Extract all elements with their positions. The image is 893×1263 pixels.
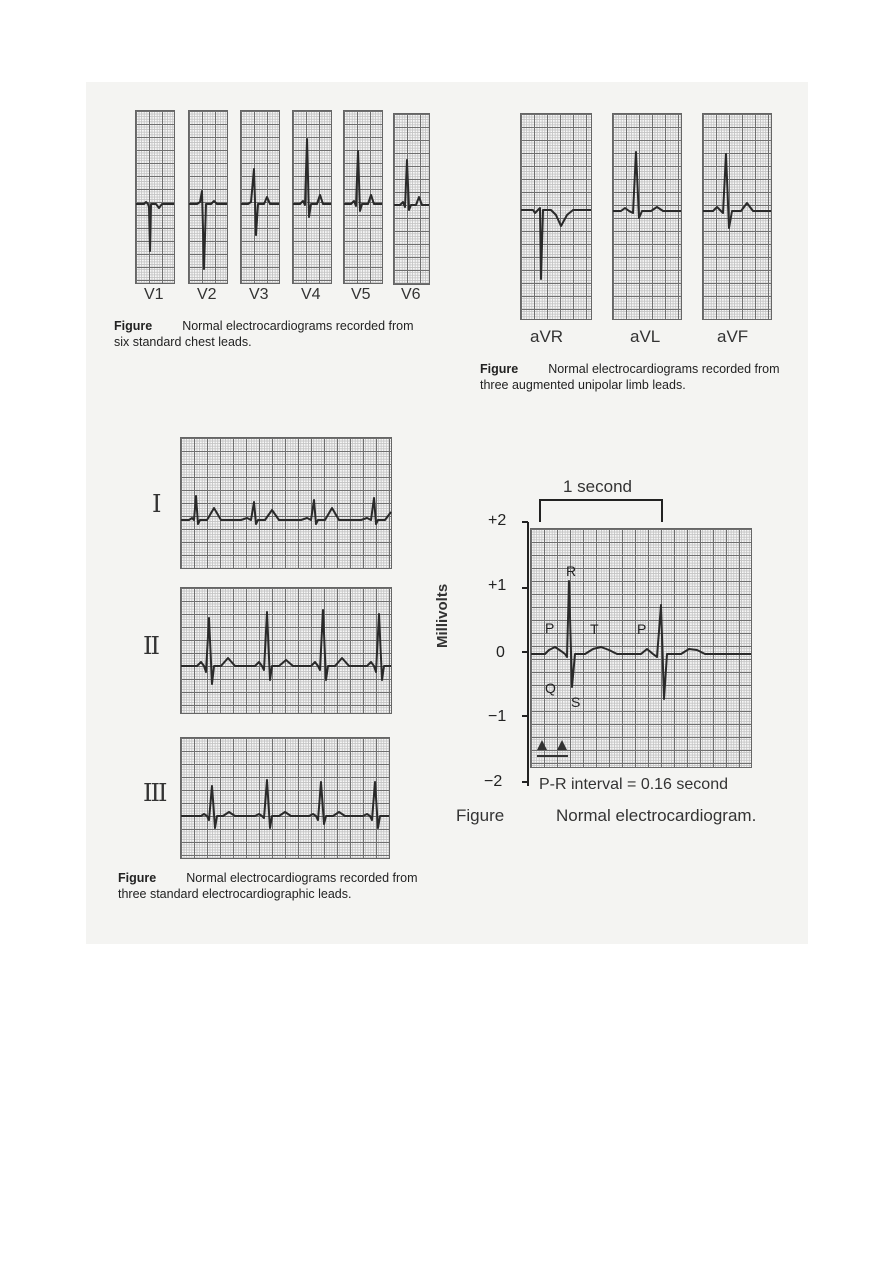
lead-label-i: I bbox=[152, 490, 160, 518]
ecg-strip-avr bbox=[520, 113, 592, 320]
y-tick-zero: 0 bbox=[496, 644, 505, 661]
lead-label-v3: V3 bbox=[249, 286, 269, 303]
ecg-strip-v1 bbox=[135, 110, 175, 284]
caption-line1: Normal electrocardiograms recorded from bbox=[182, 319, 414, 333]
caption-line1: Normal electrocardiograms recorded from bbox=[186, 871, 418, 885]
standard-leads-caption bbox=[118, 870, 448, 902]
caption-prefix: Figure bbox=[480, 362, 519, 376]
y-tick-plus1: +1 bbox=[488, 577, 507, 594]
y-tick-minus2: −2 bbox=[484, 773, 503, 790]
pr-interval-marker bbox=[534, 738, 574, 760]
caption-prefix: Figure bbox=[118, 871, 157, 885]
lead-label-ii: II bbox=[143, 632, 158, 660]
caption-prefix: Figure bbox=[114, 319, 153, 333]
y-axis-line bbox=[508, 518, 532, 790]
wave-label-p1: P bbox=[545, 620, 555, 636]
y-tick-plus2: +2 bbox=[488, 512, 507, 529]
lead-label-avl: aVL bbox=[630, 327, 661, 346]
ecg-strip-lead-iii bbox=[180, 737, 390, 859]
lead-label-avr: aVR bbox=[530, 327, 564, 346]
caption-line2: three augmented unipolar limb leads. bbox=[480, 378, 686, 392]
caption-line2: six standard chest leads. bbox=[114, 335, 252, 349]
y-tick-minus1: −1 bbox=[488, 708, 507, 725]
one-second-label: 1 second bbox=[563, 477, 632, 496]
ecg-strip-avl bbox=[612, 113, 682, 320]
ecg-strip-v5 bbox=[343, 110, 383, 284]
lead-label-v5: V5 bbox=[351, 286, 371, 303]
normal-ecg-grid bbox=[530, 528, 752, 768]
lead-label-v4: V4 bbox=[301, 286, 321, 303]
lead-label-v2: V2 bbox=[197, 286, 217, 303]
ecg-strip-lead-ii bbox=[180, 587, 392, 714]
lead-label-avf: aVF bbox=[717, 327, 749, 346]
augmented-leads-caption bbox=[480, 361, 800, 393]
normal-ecg-caption-prefix: Figure bbox=[456, 806, 505, 825]
normal-ecg-caption-text: Normal electrocardiogram. bbox=[556, 806, 757, 825]
one-second-bracket bbox=[530, 494, 670, 524]
lead-label-v6: V6 bbox=[401, 286, 421, 303]
ecg-strip-v2 bbox=[188, 110, 228, 284]
wave-label-t: T bbox=[590, 621, 599, 637]
wave-label-q: Q bbox=[545, 680, 556, 696]
wave-label-r: R bbox=[566, 563, 577, 579]
y-axis-label: Millivolts bbox=[434, 583, 451, 648]
ecg-strip-v6 bbox=[393, 113, 430, 285]
chest-leads-caption bbox=[114, 318, 444, 350]
ecg-strip-v3 bbox=[240, 110, 280, 284]
ecg-strip-lead-i bbox=[180, 437, 392, 569]
lead-label-iii: III bbox=[143, 779, 166, 807]
wave-label-s: S bbox=[571, 694, 581, 710]
wave-label-p2: P bbox=[637, 621, 647, 637]
caption-line1: Normal electrocardiograms recorded from bbox=[548, 362, 780, 376]
lead-label-v1: V1 bbox=[144, 286, 164, 303]
ecg-strip-avf bbox=[702, 113, 772, 320]
pr-interval-label: P-R interval = 0.16 second bbox=[539, 776, 728, 793]
caption-line2: three standard electrocardiographic leads. bbox=[118, 887, 352, 901]
ecg-strip-v4 bbox=[292, 110, 332, 284]
